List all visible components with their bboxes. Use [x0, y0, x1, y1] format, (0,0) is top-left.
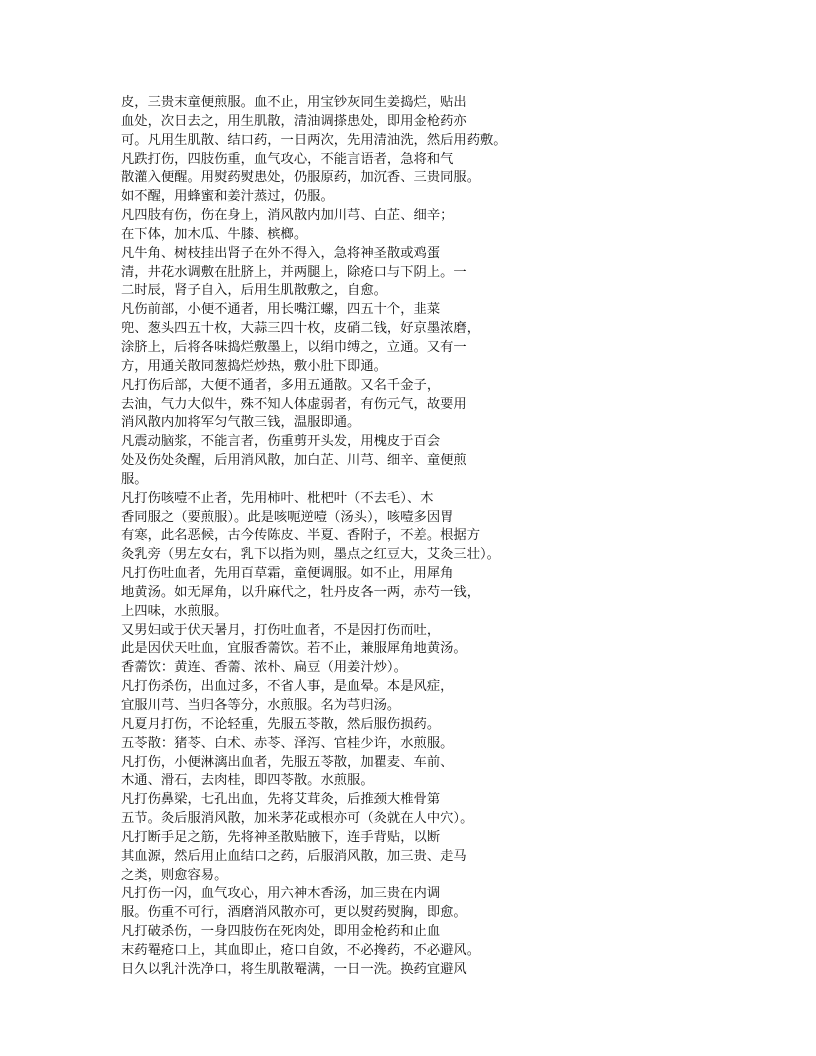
- text-line: 宜服川芎、当归各等分，水煎服。名为芎归汤。: [121, 698, 401, 713]
- text-line: 凡夏月打伤，不论轻重，先服五苓散，然后服伤损药。: [121, 716, 441, 732]
- text-line: 木通、滑石，去肉桂，即四苓散。水煎服。: [121, 773, 374, 789]
- text-line: 香同服之（要煎服）。此是咳呃逆噎（汤头），咳噎多因胃: [121, 509, 454, 525]
- text-line: 凡跌打伤，四肢伤重，血气攻心，不能言语者，急将和气: [121, 151, 454, 167]
- text-line: 可。凡用生肌散、结口药，一日两次，先用清油洗，然后用药敷。: [121, 132, 507, 148]
- text-line: 凡打断手足之筋，先将神圣散贴腋下，连手背贴，以断: [121, 829, 441, 845]
- text-line: 地黄汤。如无犀角，以升麻代之，牡丹皮各一两，赤芍一钱，: [121, 584, 481, 600]
- text-line: 末药罨疮口上，其血即止，疮口自敛，不必搀药，不必避风。: [121, 942, 481, 958]
- text-line: 血处，次日去之，用生肌散，清油调搽患处，即用金枪药亦: [121, 113, 467, 129]
- text-line: 有寒，此名恶候，古今传陈皮、半夏、香附子，不差。根据方: [121, 528, 481, 544]
- document-body: [121, 94, 721, 980]
- text-line: 凡打伤鼻梁，七孔出血，先将艾茸灸，后推颈大椎骨第: [121, 792, 441, 808]
- text-line: 又男妇或于伏天暑月，打伤吐血者，不是因打伤而吐，: [121, 622, 441, 638]
- text-line: 服。: [121, 471, 148, 487]
- text-line: 凡震动脑浆，不能言者，伤重剪开头发，用槐皮于百会: [121, 434, 441, 450]
- text-line: 服。伤重不可行，酒磨消风散亦可，更以熨药熨胸，即愈。: [121, 905, 467, 921]
- text-line: 去油，气力大似牛，殊不知人体虚弱者，有伤元气，故要用: [121, 396, 467, 412]
- text-line: 凡打伤后部，大便不通者，多用五通散。又名千金子，: [121, 377, 441, 393]
- text-line: 在下体，加木瓜、牛膝、槟榔。: [121, 226, 308, 242]
- text-line: 之类，则愈容易。: [121, 867, 228, 883]
- text-line: 方，用通关散同葱捣烂炒热，敷小肚下即通。: [121, 358, 387, 374]
- text-line: 其血源，然后用止血结口之药，后服消风散，加三贵、走马: [121, 848, 467, 864]
- text-line: 日久以乳汁洗净口，将生肌散罨满，一日一洗。换药宜避风: [121, 961, 467, 977]
- text-line: 凡四肢有伤，伤在身上，消风散内加川芎、白芷、细辛；: [121, 208, 454, 224]
- text-line: 消风散内加将军匀气散三钱，温服即通。: [121, 415, 361, 431]
- text-line: 凡牛角、树枝挂出肾子在外不得入，急将神圣散或鸡蛋: [121, 245, 441, 261]
- text-line: 凡打伤一闪，血气攻心，用六神木香汤，加三贵在内调: [121, 886, 441, 902]
- text-line: 凡打伤，小便淋漓出血者，先服五苓散，加瞿麦、车前、: [121, 754, 454, 770]
- text-line: 散灌入便醒。用熨药熨患处，仍服原药，加沉香、三贵同服。: [121, 170, 481, 186]
- text-line: 处及伤处灸醒，后用消风散，加白芷、川芎、细辛、童便煎: [121, 453, 467, 469]
- text-line: 凡打伤吐血者，先用百草霜，童便调服。如不止，用犀角: [121, 566, 454, 582]
- text-line: 凡打伤咳噎不止者，先用柿叶、枇杷叶（不去毛）、木: [121, 490, 434, 506]
- text-line: 二时辰，肾子自入，后用生肌散敷之，自愈。: [121, 283, 387, 299]
- text-line: 涂脐上，后将各味捣烂敷墨上，以绢巾缚之，立通。又有一: [121, 339, 467, 355]
- text-line: 皮，三贵末童便煎服。血不止，用宝钞灰同生姜捣烂，贴出: [121, 95, 467, 110]
- text-line: 凡打伤杀伤，出血过多，不省人事，是血晕。本是风症，: [121, 679, 454, 695]
- text-line: 凡打破杀伤，一身四肢伤在死肉处，即用金枪药和止血: [121, 924, 441, 940]
- text-line: 上四味，水煎服。: [121, 603, 228, 619]
- text-line: 五节。灸后服消风散，加米茅花或根亦可（灸就在人中穴）。: [121, 811, 474, 827]
- text-line: 清，井花水调敷在肚脐上，并两腿上，除疮口与下阴上。一: [121, 264, 467, 280]
- text-line: 此是因伏天吐血，宜服香薷饮。若不止，兼服犀角地黄汤。: [121, 641, 467, 657]
- text-line: 五苓散：猪苓、白术、赤苓、泽泻、官桂少许，水煎服。: [121, 735, 454, 751]
- text-line: 灸乳旁（男左女右，乳下以指为则，墨点之红豆大，艾灸三壮）。: [121, 547, 500, 563]
- text-line: 凡伤前部，小便不通者，用长嘴江螺，四五十个，韭菜: [121, 302, 441, 318]
- text-line: 如不醒，用蜂蜜和姜汁蒸过，仍服。: [121, 189, 334, 205]
- text-line: 兜、葱头四五十枚，大蒜三四十枚，皮硝二钱，好京墨浓磨，: [121, 321, 481, 337]
- text-line: 香薷饮：黄连、香薷、浓朴、扁豆（用姜汁炒）。: [121, 660, 407, 676]
